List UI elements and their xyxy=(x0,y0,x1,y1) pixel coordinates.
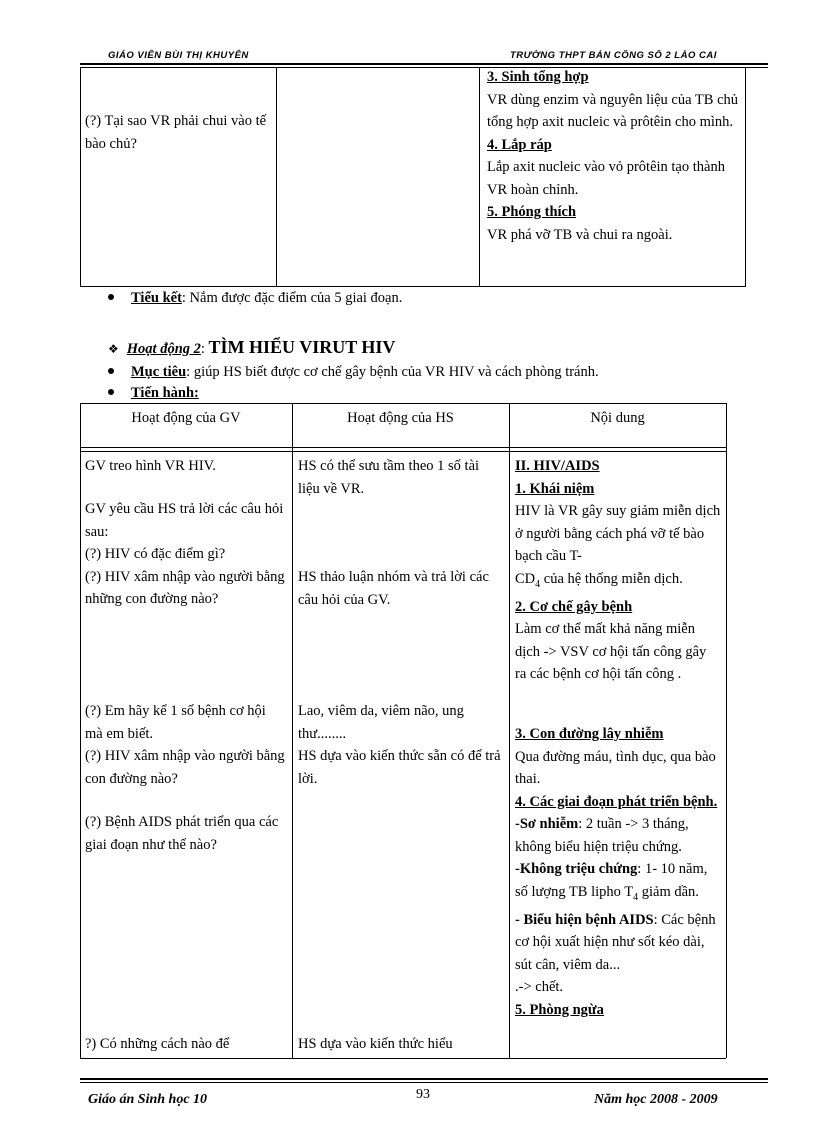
header-hs: Hoạt động của HS xyxy=(347,410,454,426)
diamond-bullet-icon: ❖ xyxy=(108,342,119,356)
footer-left: Giáo án Sinh học 10 xyxy=(88,1092,208,1107)
step-3-title: 3. Sinh tổng hợp xyxy=(487,69,589,85)
header-content: Nội dung xyxy=(590,410,645,426)
bullet-icon xyxy=(108,294,114,300)
step-5-text: VR phá vỡ TB và chui ra ngoài. xyxy=(487,226,673,243)
summary-bullet: Tiểu kết: Nắm được đặc điểm của 5 giai đoạn. xyxy=(108,290,402,307)
hs-col: HS có thể sưu tầm theo 1 số tài liệu về VR. xyxy=(298,458,480,497)
page-number: 93 xyxy=(416,1087,430,1102)
bullet-icon xyxy=(108,368,114,374)
step-3-text: VR dùng enzim và nguyên liệu của TB chủ tổng hợp axit nucleic và prôtêin cho mình. xyxy=(487,91,739,130)
top-question: (?) Tại sao VR phải chui vào tế bào chủ? xyxy=(85,113,267,152)
footer-rule xyxy=(80,1078,768,1080)
step-4-title: 4. Lắp ráp xyxy=(487,136,552,153)
process-bullet: Tiến hành: xyxy=(108,385,199,402)
gv-col: GV treo hình VR HIV. xyxy=(85,458,216,474)
step-4-text: Lắp axit nucleic vào vỏ prôtêin tạo thành VR hoàn chỉnh. xyxy=(487,159,725,198)
step-5-title: 5. Phóng thích xyxy=(487,204,577,220)
activity-title: TÌM HIỂU VIRUT HIV xyxy=(208,337,396,357)
header-school: TRƯỜNG THPT BÁN CÔNG SỐ 2 LÀO CAI xyxy=(510,50,717,61)
top-steps xyxy=(487,66,739,246)
activity-heading: ❖ Hoạt động 2: TÌM HIỂU VIRUT HIV xyxy=(108,337,396,357)
header-gv: Hoạt động của GV xyxy=(131,410,241,426)
footer-right: Năm học 2008 - 2009 xyxy=(594,1092,718,1107)
header-teacher: GIÁO VIÊN BÙI THỊ KHUYÊN xyxy=(108,50,249,61)
header-rule xyxy=(80,63,768,65)
objective-bullet: Mục tiêu: giúp HS biết được cơ chế gây bệnh của VR HIV và cách phòng tránh. xyxy=(108,364,599,381)
content-col: II. HIV/AIDS 1. Khái niệm HIV là VR gây suy giảm miễn dịch ở người bằng cách phá vỡ tế bào bạch cầu T- $CD_4$ của hệ thống miễn dịch. 2. Cơ chế gây bệnh Làm cơ thể mất khả năng miễn dịch -> VSV cơ hội tấn công gây ra các bệnh cơ hội tấn công . xyxy=(515,458,721,683)
bullet-icon xyxy=(108,389,114,395)
footer-rule-thin xyxy=(80,1082,768,1083)
